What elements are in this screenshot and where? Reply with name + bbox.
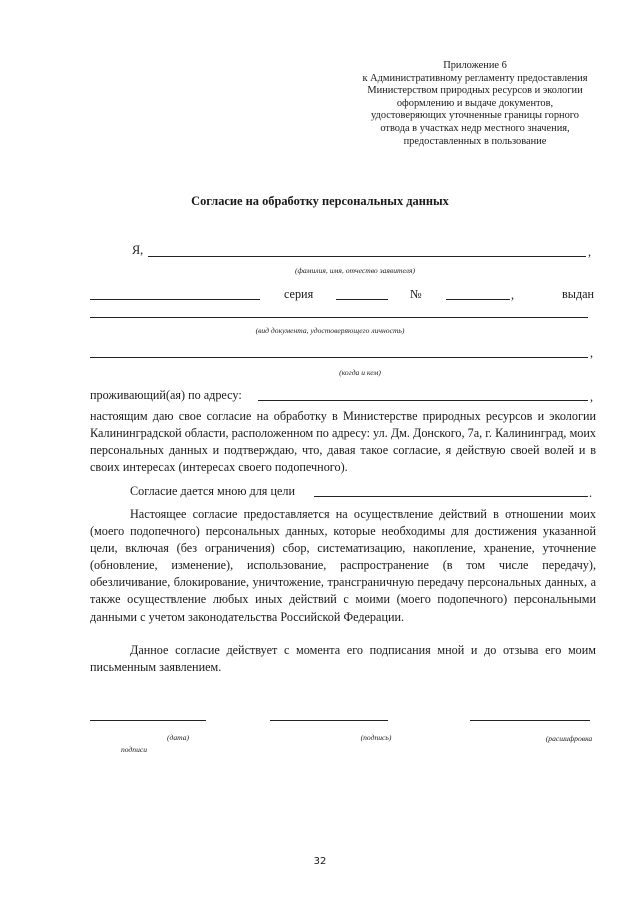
comma: , [588,245,592,259]
appendix-line: к Административному регламенту предоставления [362,72,588,84]
document-title: Согласие на обработку персональных данных [191,194,449,208]
comma: , [590,390,594,404]
date-hint: (дата) [166,733,190,742]
page-number: 32 [313,856,327,867]
signature-line[interactable] [270,720,388,721]
series-label: серия [284,287,314,301]
number-label: № [410,287,422,301]
address-label: проживающий(ая) по адресу: [90,388,242,402]
appendix-line: удостоверяющих уточненные границы горного [371,110,579,122]
when-by-hint: (когда и кем) [339,368,381,377]
fio-hint: (фамилия, имя, отчество заявителя) [294,266,416,275]
comma: , [590,346,594,360]
number-field-line[interactable] [446,299,510,300]
issued-label: выдан [562,287,595,301]
appendix-line: Министерством природных ресурсов и экологии [367,85,583,97]
validity-text: Данное согласие действует с момента его подписания мной и до отзыва его моим письменным заявлением. [90,643,596,675]
appendix-line: отвода в участках недр местного значения, [380,122,570,134]
signature-hint: (подпись) [360,733,392,742]
appendix-header [340,60,610,148]
address-field-line[interactable] [258,400,588,401]
issued-when-by-line[interactable] [90,357,588,358]
series-field-line[interactable] [336,299,388,300]
decoding-line[interactable] [470,720,590,721]
i-label: Я, [132,243,144,257]
actions-paragraph [90,506,596,626]
period: . [589,486,593,500]
actions-text: Настоящее согласие предоставляется на осуществление действий в отношении моих (моего подопечного) персональных данных, которые необходимы для достижения указанной цели, включая (без ограничения) сбор, систематизацию, накопление, хранение, уточнение (обновление, изменение), использование, распространение (в том числе передачу), обезличивание, блокирование, уничтожение, трансграничную передачу персональных данных, а также осуществление любых иных действий с моими (моего подопечного) персональными данными с учетом законодательства Российской Федерации. [90,507,596,624]
document-type-line[interactable] [90,299,260,300]
date-line[interactable] [90,720,206,721]
consent-paragraph: настоящим даю свое согласие на обработку в Министерстве природных ресурсов и экологии Калининградской области, расположенном по адресу: ул. Дм. Донского, 7а, г. Калининград, моих персональных данных и подтверждаю, что, давая такое согласие, я действую своей волей и в своих интересах (интересах своего подопечного). [90,409,596,475]
validity-paragraph [90,642,596,676]
purpose-field-line[interactable] [314,496,588,497]
document-hint: (вид документа, удостоверяющего личность) [255,326,405,335]
appendix-line: оформлению и выдаче документов, [396,97,554,109]
decoding-hint: (расшифровка [545,734,593,743]
issued-by-line[interactable] [90,317,588,318]
comma: , [511,288,515,302]
purpose-label: Согласие дается мною для цели [130,484,295,498]
appendix-line: Приложение 6 [443,60,507,71]
fio-field-line[interactable] [148,256,586,257]
appendix-line: предоставленных в пользование [403,135,547,147]
decoding-hint-continued: подписи [120,745,148,754]
